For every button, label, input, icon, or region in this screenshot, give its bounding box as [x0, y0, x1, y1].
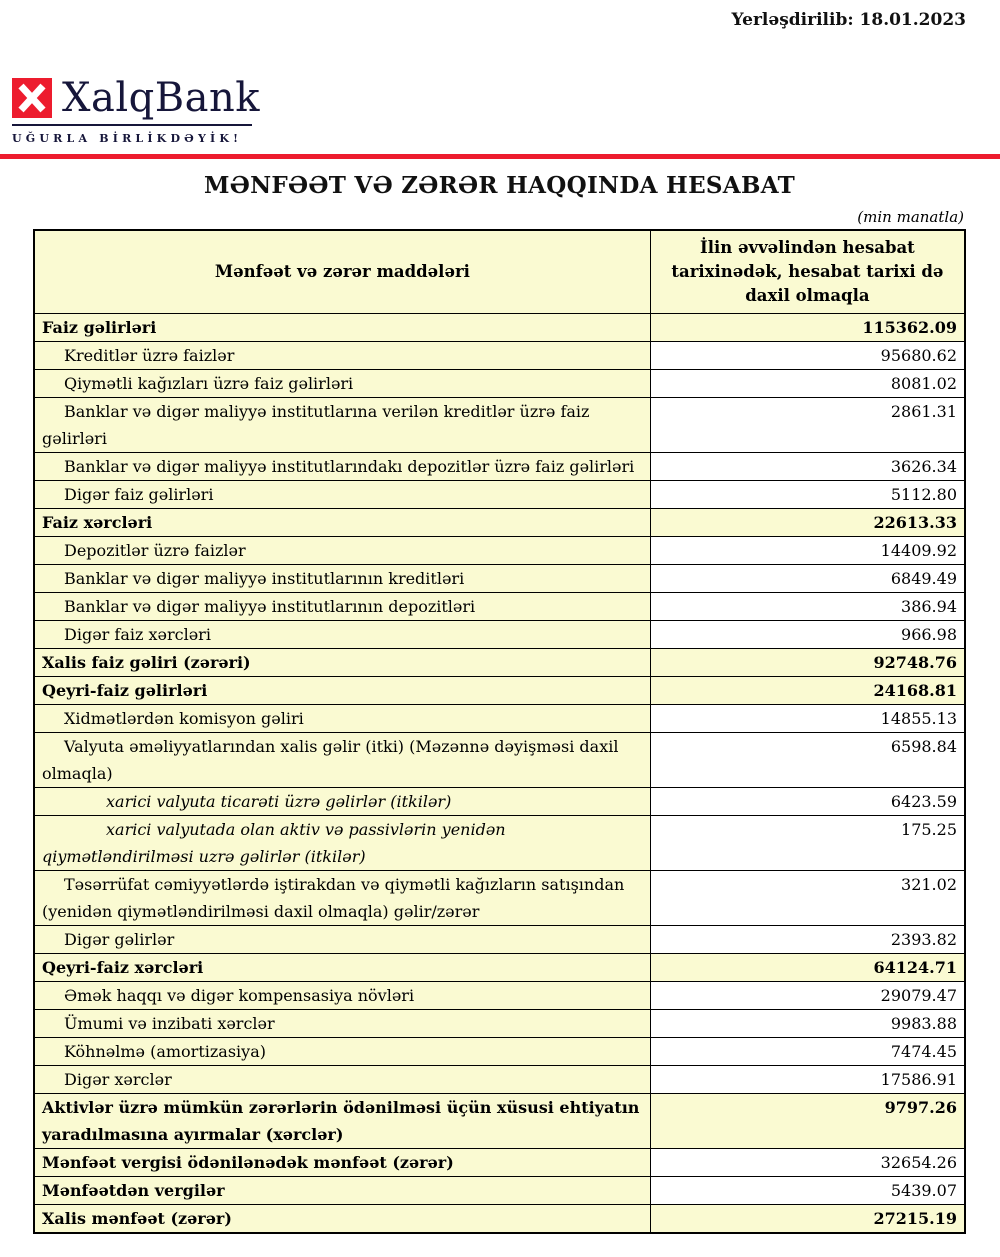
row-label: Digər faiz gəlirləri: [34, 481, 650, 509]
table-row: [34, 816, 965, 871]
table-row: [34, 537, 965, 565]
row-value: 175.25: [650, 816, 965, 871]
table-row: [34, 509, 965, 537]
row-value: 321.02: [650, 871, 965, 926]
row-value: 6849.49: [650, 565, 965, 593]
row-label: xarici valyutada olan aktiv və passivlərin yenidən qiymətləndirilməsi uzrə gəlirlər (itkilər): [34, 816, 650, 871]
row-value: 3626.34: [650, 453, 965, 481]
row-value: 6598.84: [650, 733, 965, 788]
table-body: [34, 314, 965, 1234]
published-date: Yerləşdirilib: 18.01.2023: [731, 10, 966, 30]
row-value: 9797.26: [650, 1094, 965, 1149]
row-label: Qeyri-faiz xərcləri: [34, 954, 650, 982]
row-value: 115362.09: [650, 314, 965, 342]
table-row: [34, 565, 965, 593]
table-row: [34, 1205, 965, 1234]
table-row: [34, 370, 965, 398]
row-value: 14855.13: [650, 705, 965, 733]
table-row: [34, 398, 965, 453]
xalqbank-x-icon: [12, 78, 52, 118]
col-header-items: Mənfəət və zərər maddələri: [34, 230, 650, 314]
row-label: xarici valyuta ticarəti üzrə gəlirlər (itkilər): [34, 788, 650, 816]
row-value: 6423.59: [650, 788, 965, 816]
table-row: [34, 481, 965, 509]
table-row: [34, 342, 965, 370]
row-label: Digər gəlirlər: [34, 926, 650, 954]
bank-name: XalqBank: [62, 75, 260, 121]
table-row: [34, 1149, 965, 1177]
unit-note: (min manatla): [857, 208, 964, 226]
row-label: Kreditlər üzrə faizlər: [34, 342, 650, 370]
logo-row: [12, 75, 272, 121]
row-label: Əmək haqqı və digər kompensasiya növləri: [34, 982, 650, 1010]
row-label: Banklar və digər maliyyə institutlarının depozitləri: [34, 593, 650, 621]
row-label: Qeyri-faiz gəlirləri: [34, 677, 650, 705]
row-label: Faiz xərcləri: [34, 509, 650, 537]
table-header-row: [34, 230, 965, 314]
row-value: 386.94: [650, 593, 965, 621]
row-label: Banklar və digər maliyyə institutlarındakı depozitlər üzrə faiz gəlirləri: [34, 453, 650, 481]
row-label: Qiymətli kağızları üzrə faiz gəlirləri: [34, 370, 650, 398]
row-label: Banklar və digər maliyyə institutlarına verilən kreditlər üzrə faiz gəlirləri: [34, 398, 650, 453]
row-label: Faiz gəlirləri: [34, 314, 650, 342]
row-value: 27215.19: [650, 1205, 965, 1234]
row-label: Mənfəət vergisi ödənilənədək mənfəət (zərər): [34, 1149, 650, 1177]
table-row: [34, 954, 965, 982]
table-row: [34, 314, 965, 342]
profit-loss-table: [33, 229, 966, 1234]
bank-logo: [12, 75, 272, 145]
row-label: Ümumi və inzibati xərclər: [34, 1010, 650, 1038]
row-value: 95680.62: [650, 342, 965, 370]
table-row: [34, 593, 965, 621]
row-value: 7474.45: [650, 1038, 965, 1066]
logo-divider: [12, 124, 252, 126]
table-row: [34, 1066, 965, 1094]
row-label: Depozitlər üzrə faizlər: [34, 537, 650, 565]
row-label: Köhnəlmə (amortizasiya): [34, 1038, 650, 1066]
table-row: [34, 871, 965, 926]
row-value: 24168.81: [650, 677, 965, 705]
row-value: 22613.33: [650, 509, 965, 537]
table-row: [34, 1094, 965, 1149]
row-label: Digər faiz xərcləri: [34, 621, 650, 649]
table-row: [34, 926, 965, 954]
report-content: [0, 172, 1000, 1254]
row-label: Təsərrüfat cəmiyyətlərdə iştirakdan və qiymətli kağızların satışından (yenidən qiymətləndirilməsi daxil olmaqla) gəlir/zərər: [34, 871, 650, 926]
report-title: MƏNFƏƏT VƏ ZƏRƏR HAQQINDA HESABAT: [203, 172, 795, 199]
row-value: 9983.88: [650, 1010, 965, 1038]
table-row: [34, 677, 965, 705]
red-divider: [0, 154, 1000, 159]
row-label: Aktivlər üzrə mümkün zərərlərin ödənilməsi üçün xüsusi ehtiyatın yaradılmasına ayırmalar (xərclər): [34, 1094, 650, 1149]
bank-tagline: UĞURLA BİRLİKDƏYİK!: [12, 132, 243, 145]
row-value: 5112.80: [650, 481, 965, 509]
table-row: [34, 621, 965, 649]
row-label: Digər xərclər: [34, 1066, 650, 1094]
row-label: Mənfəətdən vergilər: [34, 1177, 650, 1205]
table-row: [34, 788, 965, 816]
table-row: [34, 1038, 965, 1066]
table-row: [34, 1177, 965, 1205]
row-label: Valyuta əməliyyatlarından xalis gəlir (itki) (Məzənnə dəyişməsi daxil olmaqla): [34, 733, 650, 788]
row-label: Xalis mənfəət (zərər): [34, 1205, 650, 1234]
row-value: 29079.47: [650, 982, 965, 1010]
table-row: [34, 705, 965, 733]
row-value: 8081.02: [650, 370, 965, 398]
row-value: 2861.31: [650, 398, 965, 453]
row-value: 17586.91: [650, 1066, 965, 1094]
table-row: [34, 982, 965, 1010]
row-label: Xidmətlərdən komisyon gəliri: [34, 705, 650, 733]
row-value: 966.98: [650, 621, 965, 649]
table-row: [34, 649, 965, 677]
row-value: 2393.82: [650, 926, 965, 954]
row-value: 32654.26: [650, 1149, 965, 1177]
table-row: [34, 1010, 965, 1038]
row-value: 92748.76: [650, 649, 965, 677]
table-row: [34, 453, 965, 481]
row-value: 14409.92: [650, 537, 965, 565]
col-header-values: İlin əvvəlindən hesabat tarixinədək, hesabat tarixi də daxil olmaqla: [650, 230, 965, 314]
table-row: [34, 733, 965, 788]
row-value: 5439.07: [650, 1177, 965, 1205]
row-value: 64124.71: [650, 954, 965, 982]
row-label: Banklar və digər maliyyə institutlarının kreditləri: [34, 565, 650, 593]
row-label: Xalis faiz gəliri (zərəri): [34, 649, 650, 677]
